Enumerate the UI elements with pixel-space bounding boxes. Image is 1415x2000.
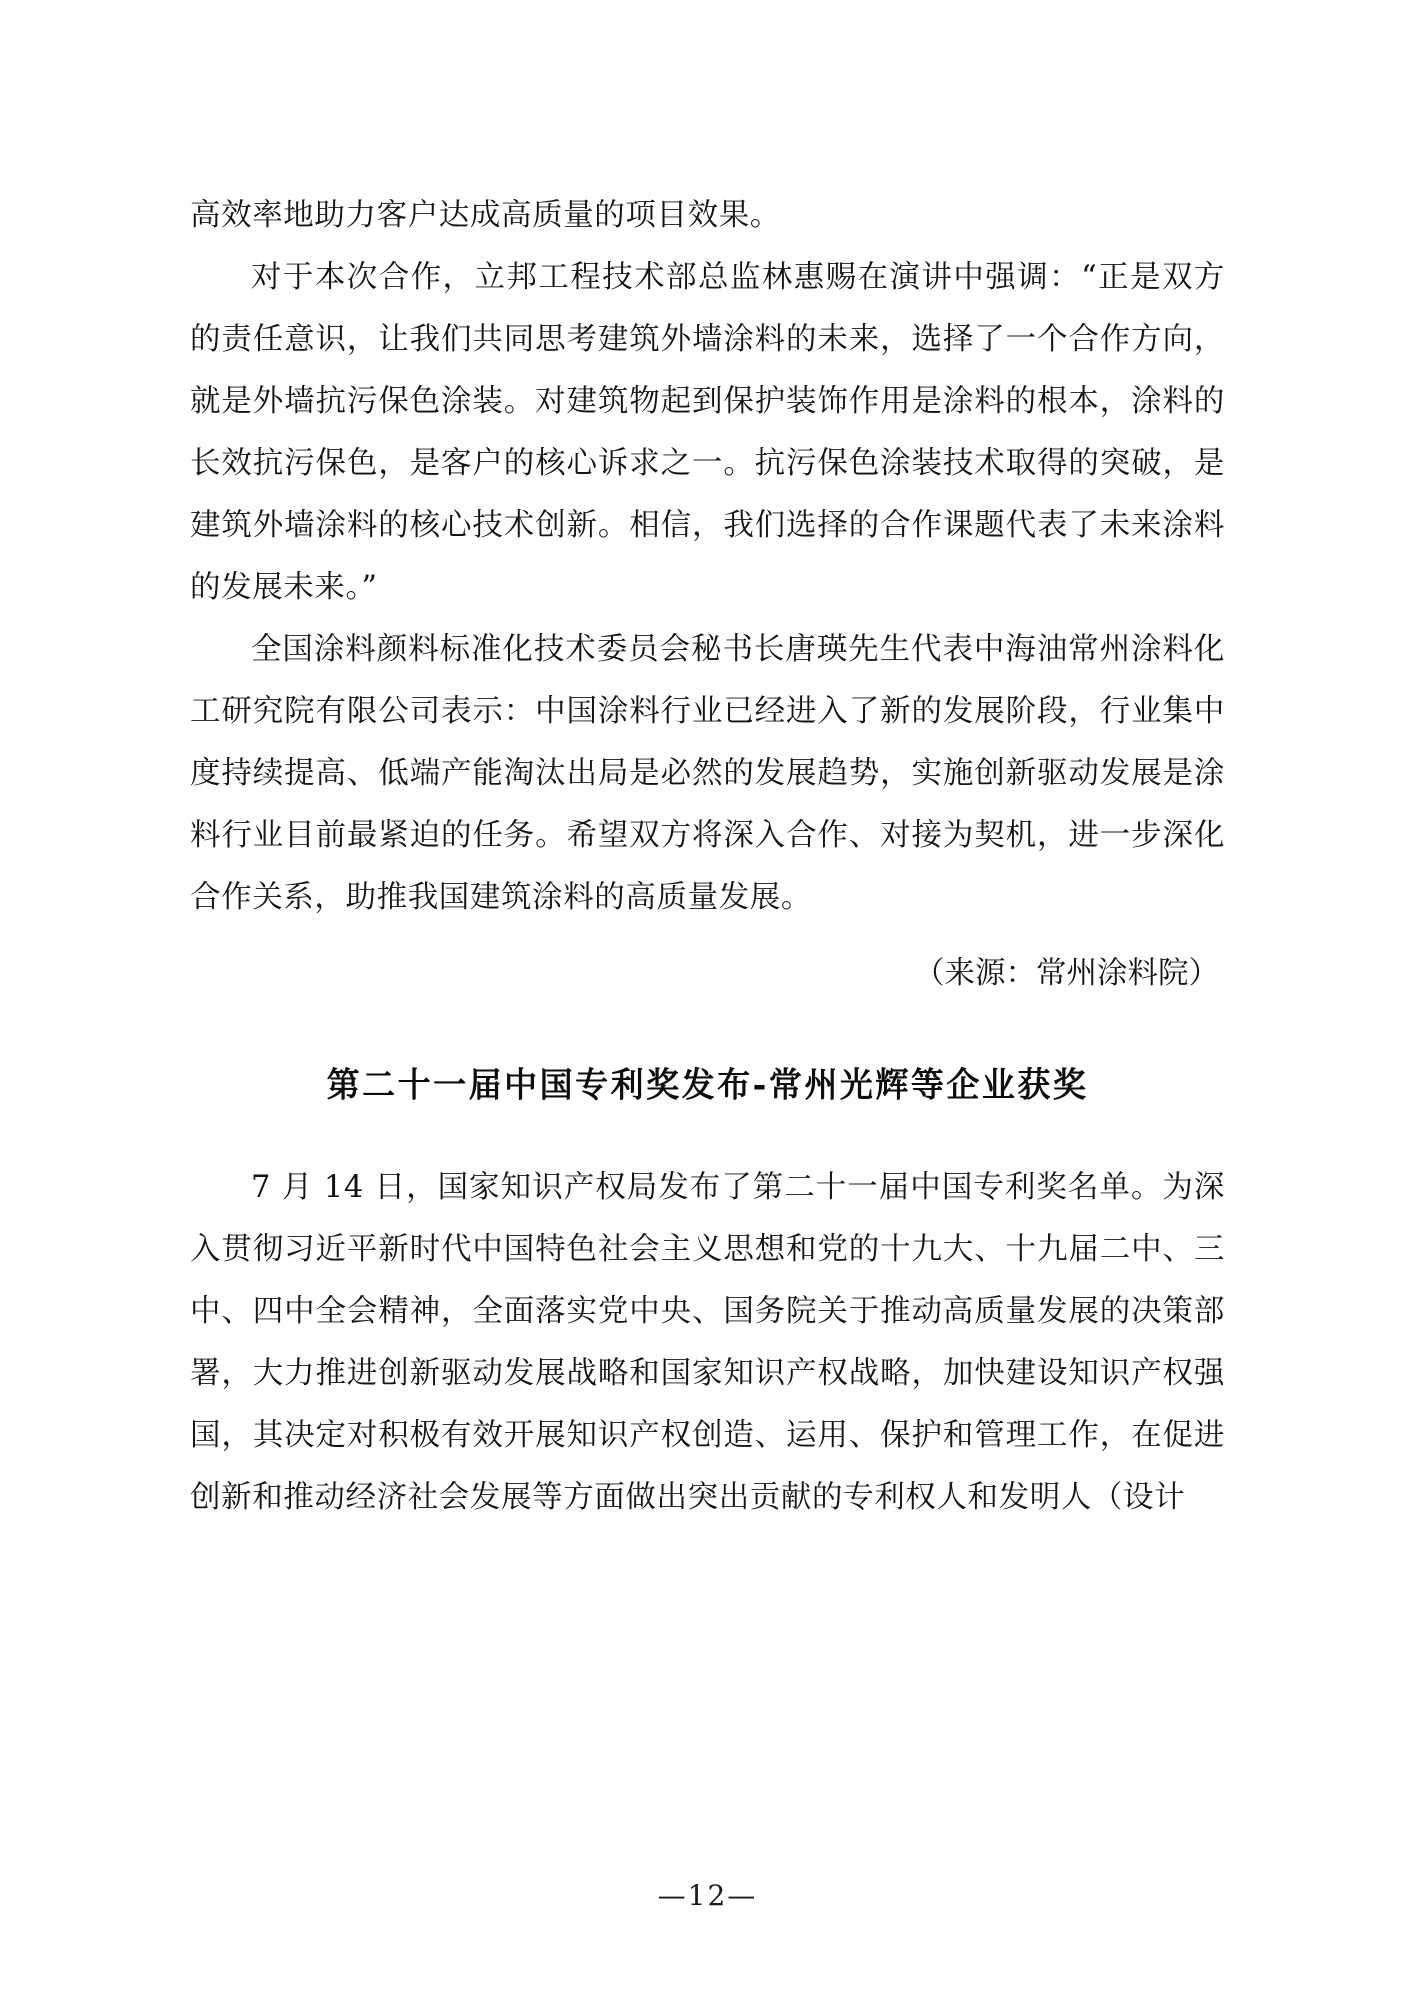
paragraph-patent-award: 7 月 14 日，国家知识产权局发布了第二十一届中国专利奖名单。为深入贯彻习近平新时代中国特色社会主义思想和党的十九大、十九届二中、三中、四中全会精神，全面落实党中央、国务院关于推动高质量发展的决策部署，大力推进创新驱动发展战略和国家知识产权战略，加快建设知识产权强国，其决定对积极有效开展知识产权创造、运用、保护和管理工作，在促进创新和推动经济社会发展等方面做出突出贡献的专利权人和发明人（设计	[190, 1170, 1225, 1515]
paragraph-committee-statement: 全国涂料颜料标准化技术委员会秘书长唐瑛先生代表中海油常州涂料化工研究院有限公司表示：中国涂料行业已经进入了新的发展阶段，行业集中度持续提高、低端产能淘汰出局是必然的发展趋势，实施创新驱动发展是涂料行业目前最紧迫的任务。希望双方将深入合作、对接为契机，进一步深化合作关系，助推我国建筑涂料的高质量发展。	[190, 632, 1225, 915]
page-number: —12—	[657, 1879, 758, 1912]
heading-spacer	[190, 1111, 1225, 1157]
source-attribution: （来源：常州涂料院）	[914, 956, 1219, 991]
section-heading: 第二十一届中国专利奖发布-常州光辉等企业获奖	[326, 1064, 1089, 1105]
paragraph-continuation: 高效率地助力客户达成高质量的项目效果。	[190, 198, 781, 233]
paragraph-cooperation-quote: 对于本次合作，立邦工程技术部总监林惠赐在演讲中强调：“正是双方的责任意识，让我们共同思考建筑外墙涂料的未来，选择了一个合作方向，就是外墙抗污保色涂装。对建筑物起到保护装饰作用是涂料的根本，涂料的长效抗污保色，是客户的核心诉求之一。抗污保色涂装技术取得的突破，是建筑外墙涂料的核心技术创新。相信，我们选择的合作课题代表了未来涂料的发展未来。”	[190, 260, 1225, 605]
